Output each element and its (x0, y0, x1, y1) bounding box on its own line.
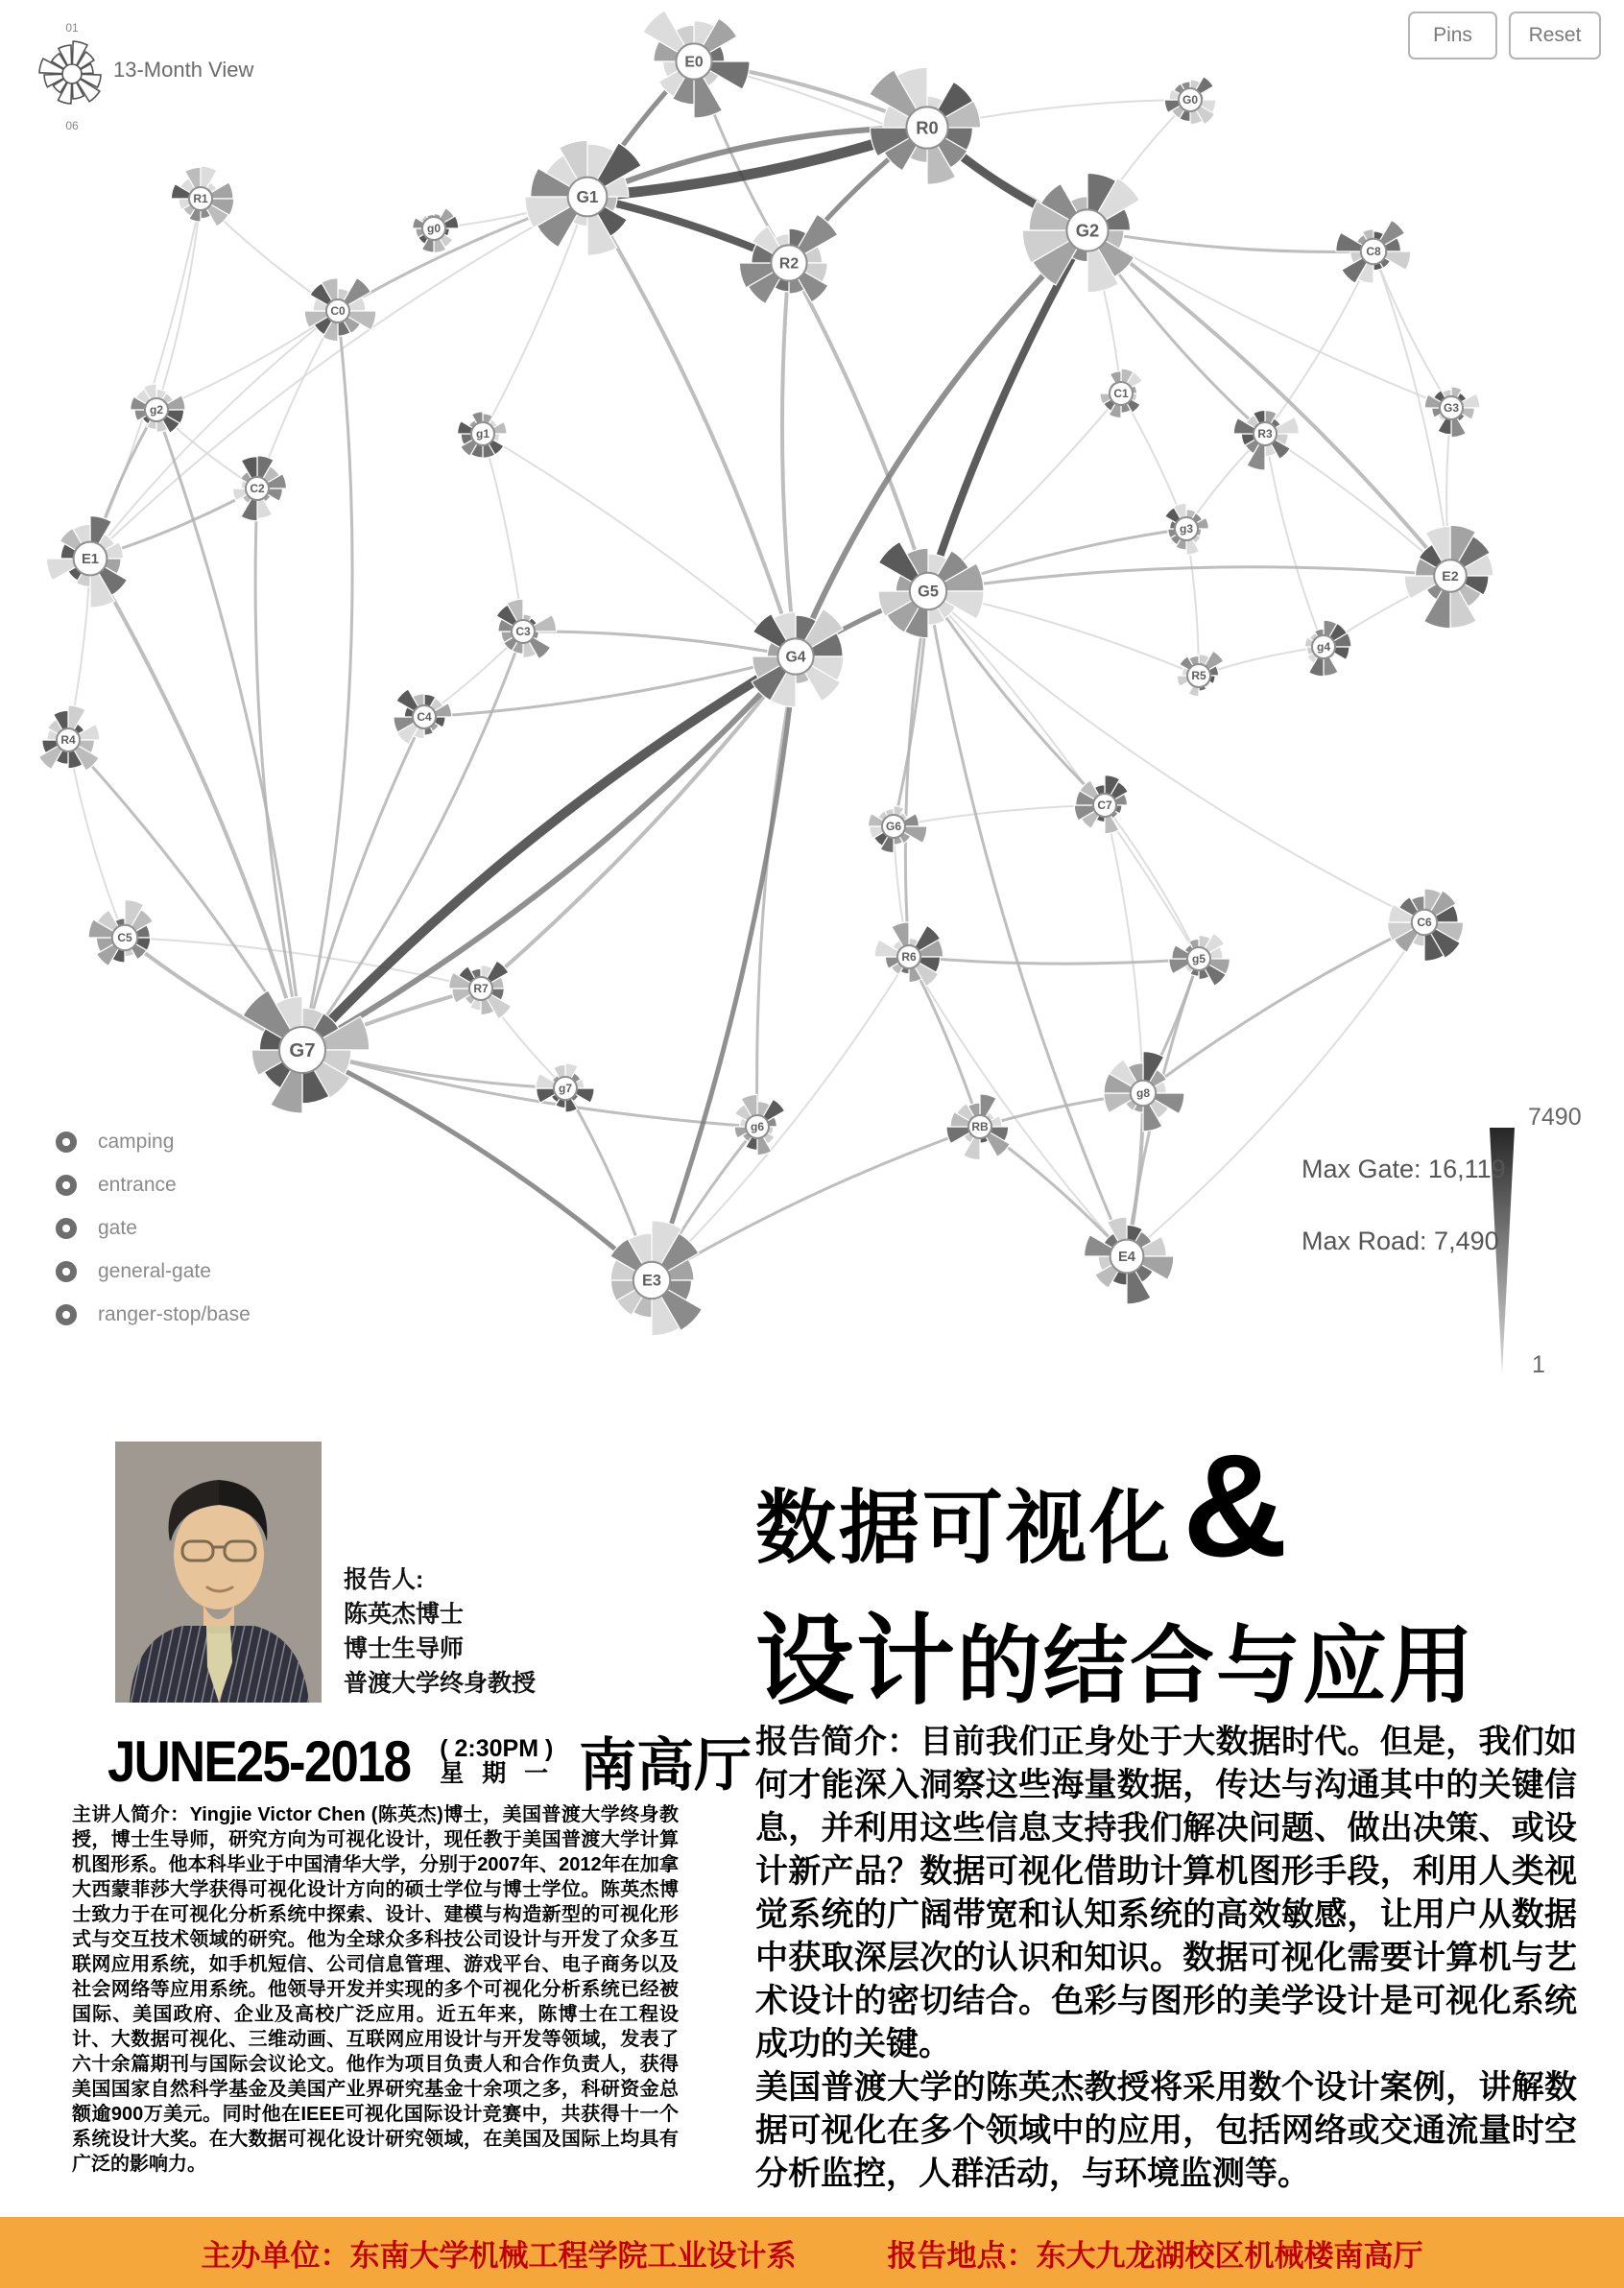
graph-node-G4[interactable] (752, 609, 844, 707)
svg-text:G1: G1 (576, 187, 599, 207)
max-gate-label: Max Gate: 16,119 (1302, 1155, 1506, 1183)
speaker-role-label: 报告人: (344, 1566, 424, 1593)
svg-text:E1: E1 (81, 552, 100, 568)
graph-node-g7[interactable] (536, 1063, 594, 1112)
svg-text:C2: C2 (250, 482, 265, 496)
event-venue: 南高厅 (579, 1733, 752, 1798)
graph-node-R6[interactable] (874, 922, 943, 987)
svg-text:G4: G4 (785, 649, 806, 666)
svg-text:C6: C6 (1417, 916, 1432, 930)
graph-node-RB[interactable] (946, 1094, 1010, 1160)
graph-node-R4[interactable] (38, 705, 99, 771)
graph-node-R5[interactable] (1177, 651, 1224, 696)
svg-text:g0: g0 (426, 222, 442, 236)
svg-text:R0: R0 (916, 117, 939, 138)
graph-node-R2[interactable] (739, 214, 837, 303)
graph-node-E1[interactable] (46, 515, 127, 608)
speaker-name: 陈英杰博士 (344, 1601, 465, 1628)
graph-node-E3[interactable] (610, 1221, 703, 1336)
legend-label: camping (98, 1131, 175, 1153)
svg-text:g5: g5 (1191, 952, 1206, 966)
svg-text:E4: E4 (1117, 1250, 1136, 1266)
max-road-label: Max Road: 7,490 (1302, 1227, 1499, 1255)
graph-node-G6[interactable] (868, 806, 926, 853)
svg-text:E3: E3 (642, 1272, 661, 1290)
svg-text:G6: G6 (885, 820, 902, 834)
svg-text:C5: C5 (117, 931, 132, 945)
speaker-title1: 博士生导师 (344, 1635, 465, 1662)
svg-text:g7: g7 (558, 1082, 573, 1096)
month-icon-top-label: 01 (65, 21, 79, 35)
node-type-legend (56, 1131, 251, 1347)
pins-button[interactable]: Pins (1408, 12, 1497, 60)
graph-node-G3[interactable] (1424, 387, 1480, 438)
svg-text:C0: C0 (330, 304, 346, 319)
svg-text:R4: R4 (60, 733, 76, 748)
scale-max-value: 7490 (1528, 1104, 1582, 1131)
footer-bar (0, 2217, 1624, 2288)
speaker-bio: 主讲人简介：Yingjie Victor Chen (陈英杰)博士，美国普渡大学终身教授，博士生导师，研究方向为可视化设计，现任教于美国普渡大学计算机图形系。他本科毕业于中国清华大学，分别于2007年、2012年在加拿大西蒙菲莎大学获得可视化设计方向的硕士学位与博士学位。陈英杰博士致力于在可视化分析系统中探索、设计、建模与构造新型的可视化形式与交互技术领域的研究。他为全球众多科技公司设计与开发了众多互联网应用系统，如手机短信、公司信息管理、游戏平台、电子商务以及社会网络等应用系统。他领导开发并实现的多个可视化分析系统已经被国际、美国政府、企业及高校广泛应用。近五年来，陈博士在工程设计、大数据可视化、三维动画、互联网应用设计与开发等领域，发表了六十余篇期刊与国际会议论文。他作为项目负责人和合作负责人，获得美国国家自然科学基金及美国产业界研究基金十余项之多，科研资金总额逾900万美元。同时他在IEEE可视化国际设计竞赛中，共获得十一个系统设计大奖。在大数据可视化设计研究领域，在美国及国际上均具有广泛的影响力。 (72, 1804, 679, 2175)
svg-text:g1: g1 (475, 427, 490, 441)
rose-glyph-icon (36, 38, 107, 109)
svg-text:g6: g6 (750, 1120, 765, 1134)
graph-node-g5[interactable] (1169, 933, 1230, 986)
graph-node-g0[interactable] (413, 208, 459, 253)
seminar-title-part2-big: 设计 (755, 1606, 957, 1716)
graph-node-E2[interactable] (1404, 525, 1493, 628)
graph-node-g3[interactable] (1165, 503, 1209, 555)
svg-text:g4: g4 (1316, 640, 1331, 655)
legend-dot-icon (56, 1261, 77, 1282)
svg-text:R6: R6 (901, 950, 917, 965)
svg-text:C4: C4 (417, 710, 432, 725)
legend-dot-icon (56, 1132, 77, 1153)
legend-label: ranger-stop/base (98, 1303, 251, 1325)
legend-dot-icon (56, 1218, 77, 1239)
svg-text:RB: RB (971, 1120, 989, 1134)
svg-text:C8: C8 (1366, 245, 1381, 259)
graph-node-C2[interactable] (232, 456, 286, 521)
legend-label: gate (98, 1217, 137, 1239)
legend-label: general-gate (98, 1260, 211, 1282)
legend-item-ranger-stop-base[interactable] (56, 1303, 251, 1326)
graph-node-G2[interactable] (1022, 173, 1139, 292)
svg-text:G7: G7 (289, 1040, 316, 1062)
legend-item-general-gate[interactable] (56, 1260, 251, 1283)
scale-min-value: 1 (1532, 1351, 1545, 1378)
footer-host: 主办单位：东南大学机械工程学院工业设计系 (201, 2238, 797, 2273)
svg-text:C7: C7 (1097, 798, 1112, 813)
svg-text:G0: G0 (1182, 93, 1199, 107)
svg-text:g3: g3 (1179, 522, 1194, 536)
event-datetime (107, 1720, 752, 1802)
svg-text:g2: g2 (149, 403, 164, 417)
svg-text:g8: g8 (1135, 1086, 1151, 1101)
abstract-paragraph-2: 美国普渡大学的陈英杰教授将采用数个设计案例，讲解数据可视化在多个领域中的应用，包括网络或交通流量时空分析监控，人群活动，与环境监测等。 (755, 2069, 1577, 2192)
graph-node-C5[interactable] (88, 900, 153, 966)
event-time: ( 2:30PM ) (440, 1735, 554, 1762)
month-icon-bottom-label: 06 (65, 119, 79, 132)
event-weekday: 星 期 一 (440, 1760, 555, 1787)
svg-text:G2: G2 (1075, 220, 1100, 241)
legend-dot-icon (56, 1175, 77, 1196)
svg-text:G5: G5 (918, 583, 939, 601)
speaker-photo (115, 1442, 322, 1703)
speaker-title2: 普渡大学终身教授 (344, 1670, 537, 1697)
seminar-title-part2-rest: 的结合与应用 (957, 1618, 1476, 1713)
svg-text:C1: C1 (1113, 387, 1129, 401)
svg-text:R7: R7 (473, 982, 489, 996)
seminar-abstract (755, 1721, 1577, 2196)
graph-node-C8[interactable] (1336, 220, 1411, 283)
footer-location: 报告地点：东大九龙湖校区机械楼南高厅 (887, 2238, 1423, 2273)
event-date: JUNE25-2018 (107, 1728, 411, 1794)
graph-node-g1[interactable] (458, 412, 508, 459)
svg-text:R1: R1 (193, 192, 208, 206)
month-view-toggle[interactable] (29, 19, 115, 134)
legend-item-entrance[interactable] (56, 1174, 251, 1197)
seminar-title (755, 1424, 1590, 1724)
legend-item-camping[interactable] (56, 1131, 251, 1154)
graph-node-C6[interactable] (1388, 889, 1464, 962)
reset-button[interactable]: Reset (1509, 12, 1601, 60)
graph-node-R0[interactable] (870, 67, 981, 184)
svg-text:R3: R3 (1257, 427, 1273, 441)
legend-label: entrance (98, 1174, 177, 1196)
graph-node-R7[interactable] (449, 961, 512, 1019)
legend-dot-icon (56, 1304, 77, 1325)
graph-node-C4[interactable] (394, 689, 452, 745)
ampersand: & (1182, 1424, 1288, 1587)
legend-item-gate[interactable] (56, 1217, 251, 1240)
seminar-title-part1: 数据可视化 (755, 1483, 1174, 1573)
graph-node-g4[interactable] (1304, 620, 1351, 677)
graph-node-R1[interactable] (171, 166, 233, 226)
svg-text:R5: R5 (1191, 669, 1206, 683)
svg-text:R2: R2 (778, 255, 800, 273)
svg-text:C3: C3 (515, 625, 531, 639)
graph-node-G7[interactable] (243, 990, 370, 1113)
graph-node-R3[interactable] (1233, 410, 1299, 470)
svg-text:G3: G3 (1443, 401, 1460, 416)
graph-node-g2[interactable] (131, 384, 185, 433)
graph-node-E4[interactable] (1085, 1217, 1174, 1304)
graph-node-g8[interactable] (1104, 1052, 1184, 1132)
svg-text:E2: E2 (1442, 568, 1459, 584)
view-mode-label: 13-Month View (113, 58, 254, 82)
svg-text:E0: E0 (684, 54, 704, 71)
abstract-paragraph-1: 报告简介：目前我们正身处于大数据时代。但是，我们如何才能深入洞察这些海量数据，传达与沟通其中的关键信息，并利用这些信息支持我们解决问题、做出决策、或设计新产品？数据可视化借助计算机图形手段，利用人类视觉系统的广阔带宽和认知系统的高效敏感，让用户从数据中获取深层次的认识和知识。数据可视化需要计算机与艺术设计的密切结合。色彩与图形的美学设计是可视化系统成功的关键。 (755, 1724, 1577, 2062)
speaker-info (344, 1562, 536, 1701)
